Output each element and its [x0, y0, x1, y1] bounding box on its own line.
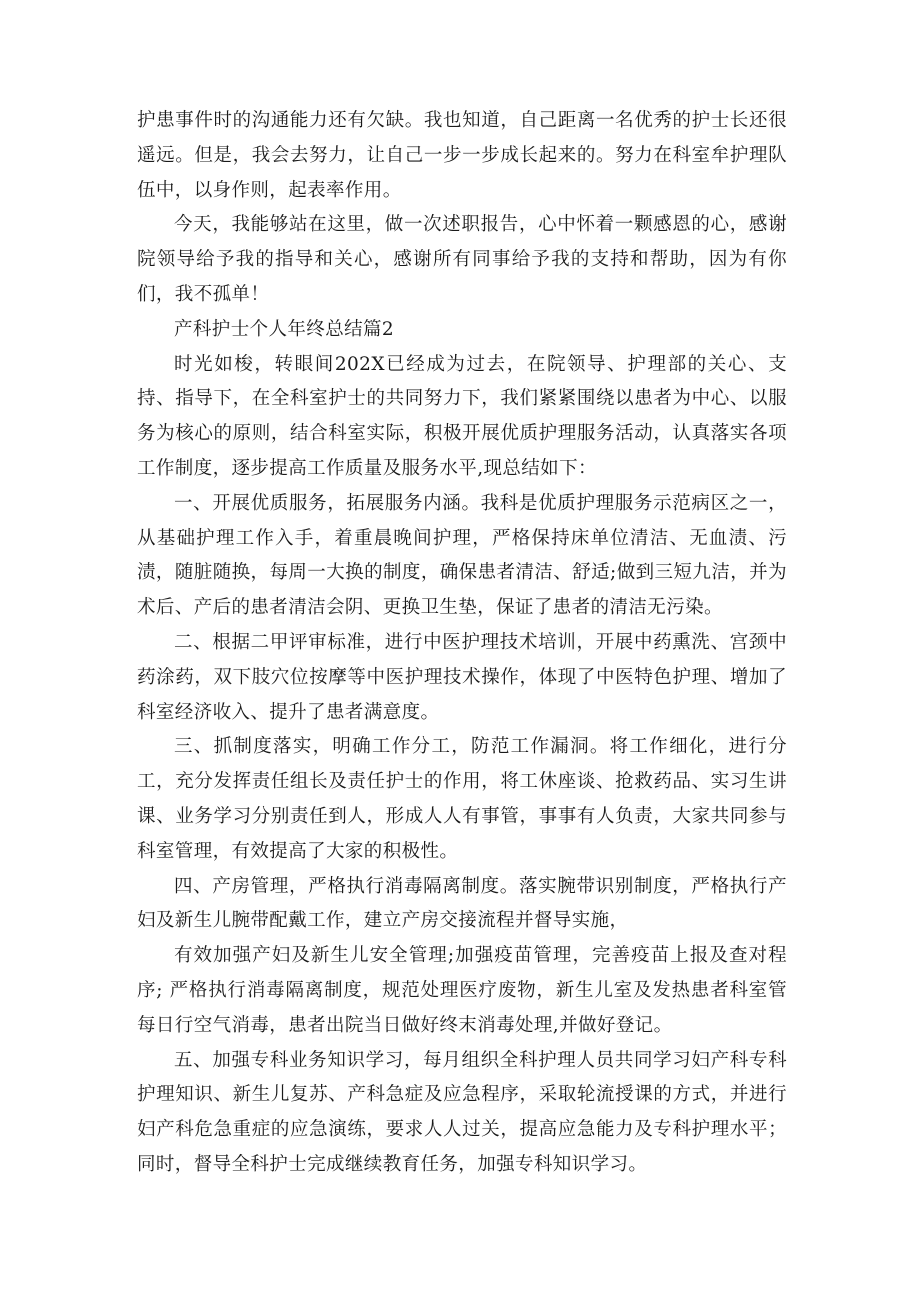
paragraph-gratitude: 今天，我能够站在这里，做一次述职报告，心中怀着一颗感恩的心，感谢院领导给予我的指导和关心，感谢所有同事给予我的支持和帮助，因为有你们，我不孤单！ — [137, 214, 787, 305]
section-heading: 产科护士个人年终总结篇2 — [174, 318, 395, 340]
paragraph-item-4: 四、产房管理，严格执行消毒隔离制度。落实腕带识别制度，严格执行产妇及新生儿腕带配戴工作，建立产房交接流程并督导实施， — [137, 875, 787, 932]
document-body — [137, 104, 787, 1183]
paragraph-intro: 时光如梭，转眼间202X已经成为过去，在院领导、护理部的关心、支持、指导下，在全科室护士的共同努力下，我们紧紧围绕以患者为中心、以服务为核心的原则，结合科室实际，积极开展优质护理服务活动，认真落实各项工作制度，逐步提高工作质量及服务水平,现总结如下： — [137, 353, 787, 479]
paragraph-item-4-continued: 有效加强产妇及新生儿安全管理;加强疫苗管理，完善疫苗上报及查对程序; 严格执行消毒隔离制度，规范处理医疗废物，新生儿室及发热患者科室管每日行空气消毒，患者出院当日做好终末消毒处理,并做好登记。 — [137, 945, 787, 1036]
paragraph-item-3: 三、抓制度落实，明确工作分工，防范工作漏洞。将工作细化，进行分工，充分发挥责任组长及责任护士的作用，将工休座谈、抢救药品、实习生讲课、业务学习分别责任到人，形成人人有事管，事事有人负责，大家共同参与科室管理，有效提高了大家的积极性。 — [137, 736, 787, 862]
paragraph-continuation: 护患事件时的沟通能力还有欠缺。我也知道，自己距离一名优秀的护士长还很遥远。但是，我会去努力，让自己一步一步成长起来的。努力在科室牟护理队伍中，以身作则，起表率作用。 — [137, 110, 787, 201]
paragraph-item-5: 五、加强专科业务知识学习，每月组织全科护理人员共同学习妇产科专科护理知识、新生儿复苏、产科急症及应急程序，采取轮流授课的方式，并进行妇产科危急重症的应急演练，要求人人过关，提高应急能力及专科护理水平；同时，督导全科护士完成继续教育任务，加强专科知识学习。 — [137, 1049, 787, 1175]
paragraph-item-2: 二、根据二甲评审标准，进行中医护理技术培训，开展中药熏洗、宫颈中药涂药，双下肢穴位按摩等中医护理技术操作，体现了中医特色护理、增加了科室经济收入、提升了患者满意度。 — [137, 631, 787, 723]
paragraph-item-1: 一、开展优质服务，拓展服务内涵。我科是优质护理服务示范病区之一，从基础护理工作入手，着重晨晚间护理，严格保持床单位清洁、无血渍、污渍，随脏随换，每周一大换的制度，确保患者清洁、舒适;做到三短九洁，并为术后、产后的患者清洁会阴、更换卫生垫，保证了患者的清洁无污染。 — [137, 492, 787, 619]
